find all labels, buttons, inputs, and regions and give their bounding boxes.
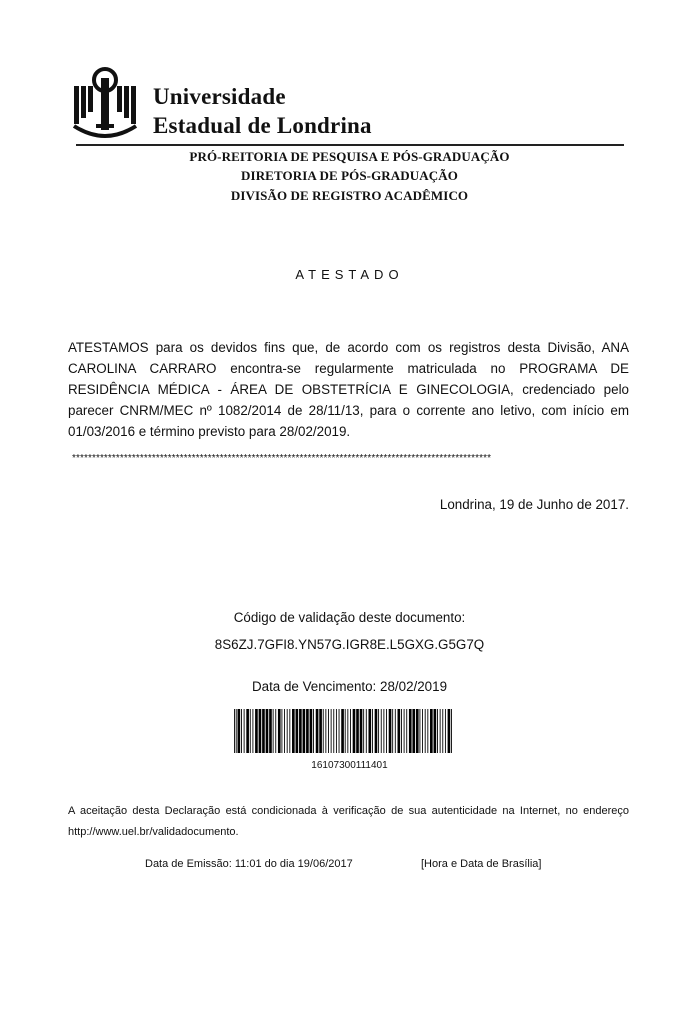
barcode-bar bbox=[255, 709, 258, 753]
barcode-bar bbox=[401, 709, 402, 753]
barcode-bar bbox=[419, 709, 420, 753]
barcode-bar bbox=[339, 709, 340, 753]
authenticity-notice: A aceitação desta Declaração está condicionada à verificação de sua autenticidade na Internet, no endereço http://www.uel.br/validadocumento. bbox=[68, 805, 629, 838]
university-name-line2: Estadual de Londrina bbox=[153, 113, 372, 138]
barcode-bar bbox=[350, 709, 351, 753]
barcode-bar bbox=[427, 709, 428, 753]
emission-date: Data de Emissão: 11:01 do dia 19/06/2017 bbox=[145, 858, 353, 870]
barcode-bar bbox=[363, 709, 364, 753]
barcode-bar bbox=[269, 709, 272, 753]
barcode-bar bbox=[275, 709, 276, 753]
barcode-bar bbox=[259, 709, 262, 753]
barcode-bar bbox=[316, 709, 319, 753]
university-name-line1: Universidade bbox=[153, 84, 286, 109]
barcode-bar bbox=[284, 709, 285, 753]
barcode-bar bbox=[292, 709, 295, 753]
barcode-bar bbox=[319, 709, 322, 753]
barcode-bar bbox=[395, 709, 396, 753]
barcode-bar bbox=[303, 709, 306, 753]
barcode-bar bbox=[238, 709, 241, 753]
barcode-bar bbox=[236, 709, 237, 753]
barcode-bar bbox=[434, 709, 437, 753]
barcode-bar bbox=[356, 709, 359, 753]
dept-line-diretoria: DIRETORIA DE PÓS-GRADUAÇÃO bbox=[241, 168, 458, 183]
barcode-bar bbox=[440, 709, 441, 753]
barcode-bar bbox=[451, 709, 452, 753]
barcode-bar bbox=[386, 709, 387, 753]
barcode-bar bbox=[341, 709, 344, 753]
barcode-bar bbox=[313, 709, 314, 753]
barcode-bar bbox=[244, 709, 245, 753]
emission-timezone: [Hora e Data de Brasília] bbox=[421, 858, 542, 870]
barcode-bar bbox=[287, 709, 288, 753]
barcode-bar bbox=[345, 709, 346, 753]
barcode-bar bbox=[234, 709, 235, 753]
dept-line-pro-reitoria: PRÓ-REITORIA DE PESQUISA E PÓS-GRADUAÇÃO bbox=[189, 149, 510, 164]
barcode-bar bbox=[325, 709, 326, 753]
uel-logo-icon bbox=[72, 64, 138, 144]
barcode-bar bbox=[241, 709, 242, 753]
barcode-bar bbox=[347, 709, 348, 753]
barcode-bar bbox=[409, 709, 412, 753]
barcode-bar bbox=[273, 709, 274, 753]
barcode-bar bbox=[252, 709, 253, 753]
barcode-bar bbox=[289, 709, 290, 753]
barcode-bar bbox=[333, 709, 334, 753]
barcode-bar bbox=[262, 709, 265, 753]
barcode-bar bbox=[416, 709, 419, 753]
barcode-bar bbox=[398, 709, 401, 753]
barcode-bar bbox=[381, 709, 382, 753]
validation-label: Código de validação deste documento: bbox=[233, 610, 466, 625]
separator-stars: ********************************************************************************************************* bbox=[72, 453, 492, 464]
barcode-bar bbox=[378, 709, 379, 753]
barcode-number: 16107300111401 bbox=[311, 760, 388, 771]
header-divider bbox=[76, 144, 624, 146]
document-title: ATESTADO bbox=[295, 267, 404, 282]
barcode-bar bbox=[406, 709, 407, 753]
barcode-bar bbox=[422, 709, 423, 753]
barcode-bar bbox=[368, 709, 371, 753]
barcode-bar bbox=[246, 709, 249, 753]
barcode-bar bbox=[448, 709, 451, 753]
barcode-bar bbox=[375, 709, 378, 753]
barcode-bar bbox=[306, 709, 309, 753]
barcode-bar bbox=[366, 709, 367, 753]
validation-code: 8S6ZJ.7GFI8.YN57G.IGR8E.L5GXG.G5G7Q bbox=[214, 637, 485, 652]
dept-line-divisao: DIVISÃO DE REGISTRO ACADÊMICO bbox=[230, 188, 469, 203]
barcode-bar bbox=[281, 709, 282, 753]
barcode-bar bbox=[383, 709, 384, 753]
barcode-bar bbox=[430, 709, 433, 753]
barcode-bar bbox=[442, 709, 443, 753]
barcode-bar bbox=[296, 709, 299, 753]
barcode-bar bbox=[278, 709, 281, 753]
barcode-bar bbox=[266, 709, 269, 753]
barcode bbox=[234, 709, 452, 753]
due-date: Data de Vencimento: 28/02/2019 bbox=[251, 679, 448, 694]
barcode-bar bbox=[412, 709, 415, 753]
barcode-bar bbox=[323, 709, 324, 753]
barcode-bar bbox=[445, 709, 446, 753]
barcode-bar bbox=[372, 709, 373, 753]
barcode-bar bbox=[389, 709, 392, 753]
barcode-bar bbox=[404, 709, 405, 753]
place-date: Londrina, 19 de Junho de 2017. bbox=[439, 497, 629, 512]
barcode-bar bbox=[310, 709, 313, 753]
barcode-bar bbox=[299, 709, 302, 753]
barcode-bar bbox=[425, 709, 426, 753]
barcode-bar bbox=[331, 709, 332, 753]
barcode-bar bbox=[360, 709, 363, 753]
barcode-bar bbox=[353, 709, 356, 753]
barcode-bar bbox=[336, 709, 337, 753]
document-body: ATESTAMOS para os devidos fins que, de acordo com os registros desta Divisão, ANA CAROLINA CARRARO encontra-se regularmente matriculada no PROGRAMA DE RESIDÊNCIA MÉDICA - ÁREA DE OBSTETRÍCIA E GINECOLOGIA, credenciado pelo parecer CNRM/MEC nº 1082/2014 de 28/11/13, para o corrente ano letivo, com início em 01/03/2016 e término previsto para 28/02/2019. bbox=[68, 340, 629, 439]
barcode-bar bbox=[437, 709, 438, 753]
barcode-bar bbox=[328, 709, 329, 753]
barcode-bar bbox=[250, 709, 251, 753]
barcode-bar bbox=[392, 709, 393, 753]
